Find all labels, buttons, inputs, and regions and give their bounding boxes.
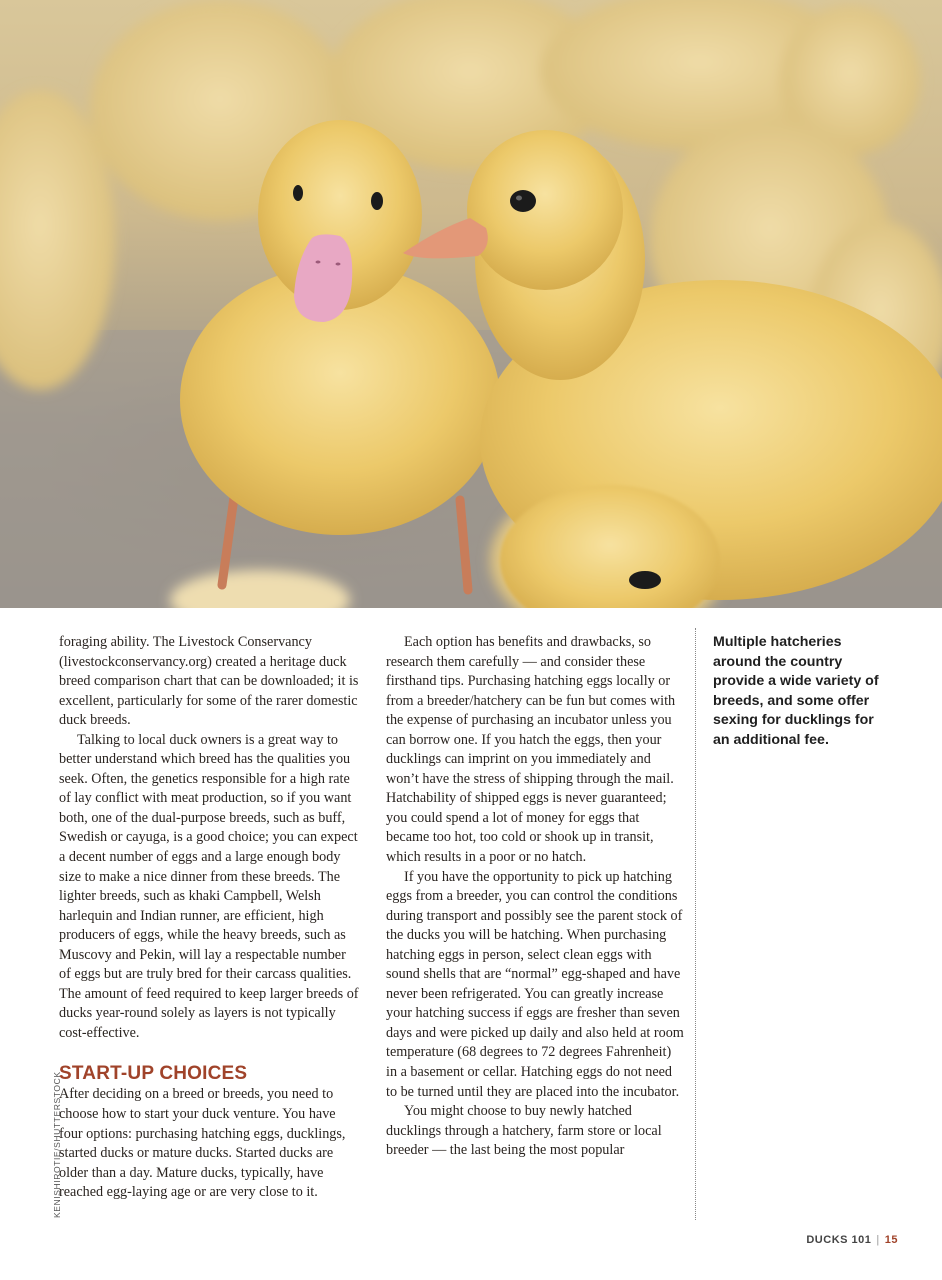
paragraph: You might choose to buy newly hatched ducklings through a hatchery, farm store or local breeder — the last being the most popular [386,1103,662,1159]
column-2 [386,633,684,1161]
page-folio [806,1234,898,1246]
column-divider [695,628,696,1220]
page-number: 15 [884,1234,898,1246]
folio-separator: | [876,1234,880,1246]
paragraph: foraging ability. The Livestock Conservancy (livestockconservancy.org) created a heritage duck breed comparison chart that can be downloaded; it is excellent, particularly for some of the rarer domestic duck breeds. [59,634,359,729]
section-name: DUCKS 101 [806,1234,872,1246]
column-1 [59,633,359,1203]
hero-photo [0,0,942,608]
section-heading: START-UP CHOICES [59,1063,248,1085]
photo-credit: KENISHIROTIE/SHUTTERSTOCK [52,1071,62,1218]
paragraph: If you have the opportunity to pick up hatching eggs from a breeder, you can control the conditions during transport and possibly see the parent stock of the ducks you will be hatching. When purchasing hatching eggs in person, select clean eggs with sound shells that are “normal” egg-shaped and have never been refrigerated. You can greatly increase your hatching success if eggs are fresher than seven days and were picked up daily and also held at room temperature (68 degrees to 72 degrees Fahrenheit) in a basement or cellar. Hatching eggs do not need to be turned until they are placed into the incubator. [386,868,684,1100]
pull-quote: Multiple hatcheries around the country provide a wide variety of breeds, and some offer sexing for ducklings for an additional fee. [713,634,879,748]
ducklings-illustration [0,0,942,608]
paragraph: Talking to local duck owners is a great way to better understand which breed has the qualities you seek. Often, the genetics responsible for a high rate of lay conflict with meat production, so if you want both, one of the dual-purpose breeds, such as buff, Swedish or cayuga, is a good choice; you can expect a decent number of eggs and a large enough body size to make a nice dinner from these breeds. The lighter breeds, such as khaki Campbell, Welsh harlequin and Indian runner, are efficient, high producers of eggs, while the heavy breeds, such as Muscovy and Pekin, will lay a respectable number of eggs but are truly bred for their carcass qualities. The amount of feed required to keep larger breeds of ducks year-round solely as layers is not typically cost-effective. [59,731,359,1041]
paragraph: Each option has benefits and drawbacks, so research them carefully — and consider these firsthand tips. Purchasing hatching eggs locally or from a breeder/hatchery can be fun but comes with the expense of purchasing an incubator unless you can borrow one. If you hatch the eggs, then your ducklings can imprint on you immediately and won’t have the stress of shipping through the mail. Hatchability of shipped eggs is never guaranteed; you could spend a lot of money for eggs that became too hot, too cold or shook up in transit, which results in a poor or no hatch. [386,634,676,866]
paragraph: After deciding on a breed or breeds, you need to choose how to start your duck venture. You have four options: purchasing hatching eggs, ducklings, started ducks or mature ducks. Started ducks are older than a day. Mature ducks, typically, have reached egg-laying age or are very close to it. [59,1086,346,1201]
